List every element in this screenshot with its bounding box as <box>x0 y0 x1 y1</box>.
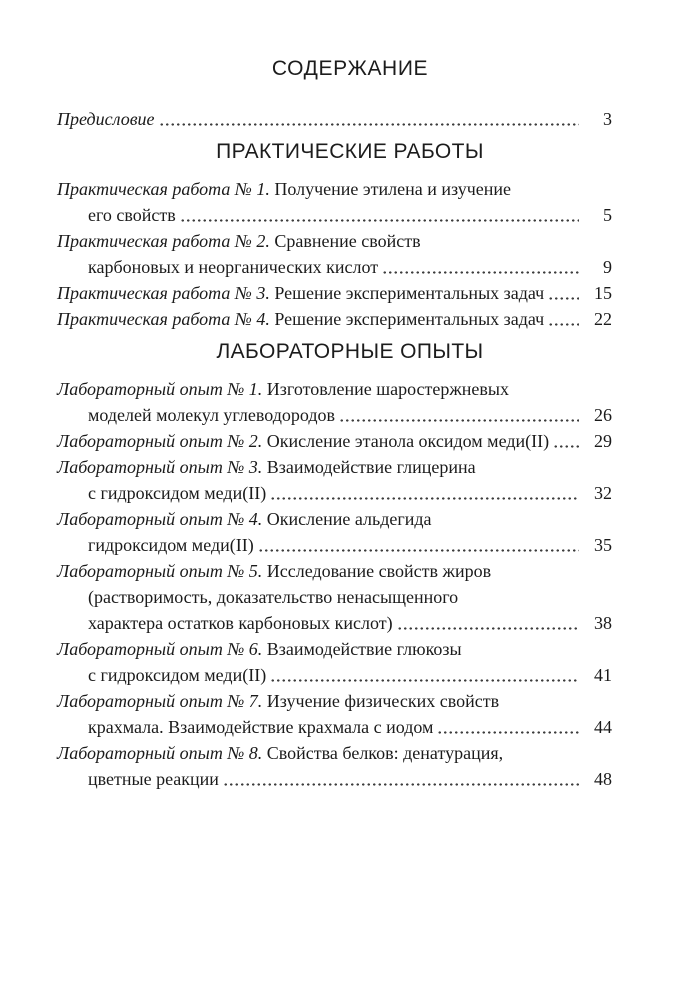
entry-label: Предисловие <box>57 109 155 129</box>
toc-entry <box>57 280 612 306</box>
dots-leader <box>223 779 579 786</box>
entry-line <box>57 428 612 454</box>
entry-line <box>57 532 612 558</box>
toc-entry <box>57 428 612 454</box>
entry-text: цветные реакции <box>88 769 219 789</box>
page-number: 22 <box>594 309 612 329</box>
entry-label: Лабораторный опыт № 7. <box>57 691 263 711</box>
dots-leader <box>258 545 579 552</box>
entry-line <box>57 558 612 584</box>
entry-text: Лабораторный опыт № 8. Свойства белков: денатурация, <box>57 743 504 763</box>
dots-leader <box>270 675 579 682</box>
entry-label: Практическая работа № 2. <box>57 231 270 251</box>
page-number: 9 <box>603 257 612 277</box>
dots-leader <box>339 415 579 422</box>
entry-line <box>57 688 612 714</box>
entry-label: Лабораторный опыт № 5. <box>57 561 263 581</box>
entry-text: Лабораторный опыт № 1. Изготовление шаростержневых <box>57 379 510 399</box>
entry-text: его свойств <box>88 205 176 225</box>
dots-leader <box>437 727 579 734</box>
section-heading: ЛАБОРАТОРНЫЕ ОПЫТЫ <box>216 340 484 363</box>
dots-leader <box>180 215 579 222</box>
entry-text: карбоновых и неорганических кислот <box>88 257 379 277</box>
entry-line <box>57 254 612 280</box>
toc-section-list <box>57 176 612 332</box>
entry-line <box>57 202 612 228</box>
entry-line <box>57 376 612 402</box>
entry-text: характера остатков карбоновых кислот) <box>88 613 393 633</box>
entry-text: Лабораторный опыт № 2. Окисление этанола оксидом меди(II) <box>57 431 550 451</box>
entry-line <box>57 306 612 332</box>
entry-text: (растворимость, доказательство ненасыщенного <box>88 587 459 607</box>
page-number: 5 <box>603 205 612 225</box>
entry-text: Лабораторный опыт № 7. Изучение физических свойств <box>57 691 500 711</box>
page-number: 3 <box>603 109 612 129</box>
toc-entry <box>57 306 612 332</box>
entry-text <box>57 106 155 132</box>
dots-leader <box>382 267 579 274</box>
dots-leader <box>548 319 579 326</box>
entry-line <box>57 662 612 688</box>
toc-entry <box>57 176 612 228</box>
entry-line <box>57 176 612 202</box>
entry-line <box>57 480 612 506</box>
entry-text: Лабораторный опыт № 3. Взаимодействие глицерина <box>57 457 476 477</box>
preface-block <box>57 106 612 132</box>
entry-label: Практическая работа № 4. <box>57 309 270 329</box>
entry-line <box>57 402 612 428</box>
entry-text: Практическая работа № 1. Получение этилена и изучение <box>57 179 512 199</box>
entry-text: моделей молекул углеводородов <box>88 405 336 425</box>
toc-entry <box>57 376 612 428</box>
entry-text: Лабораторный опыт № 4. Окисление альдегида <box>57 509 432 529</box>
entry-line <box>57 766 612 792</box>
entry-label: Лабораторный опыт № 3. <box>57 457 263 477</box>
entry-text: Лабораторный опыт № 6. Взаимодействие глюкозы <box>57 639 462 659</box>
toc-entry <box>57 506 612 558</box>
dots-leader <box>270 493 579 500</box>
dots-leader <box>548 293 579 300</box>
entry-text: гидроксидом меди(II) <box>88 535 254 555</box>
entry-label: Лабораторный опыт № 1. <box>57 379 263 399</box>
entry-line <box>57 740 612 766</box>
entry-line <box>57 636 612 662</box>
dots-leader <box>159 119 579 126</box>
toc-section-list <box>57 376 612 792</box>
entry-label: Лабораторный опыт № 2. <box>57 431 263 451</box>
toc-entry <box>57 106 612 132</box>
entry-text: Лабораторный опыт № 5. Исследование свойств жиров <box>57 561 492 581</box>
entry-text: с гидроксидом меди(II) <box>88 483 267 503</box>
page-number: 29 <box>594 431 612 451</box>
page-number: 15 <box>594 283 612 303</box>
dots-leader <box>397 623 579 630</box>
entry-label: Практическая работа № 3. <box>57 283 270 303</box>
toc-sections <box>0 140 700 792</box>
toc-entry <box>57 636 612 688</box>
entry-label: Лабораторный опыт № 8. <box>57 743 263 763</box>
page-number: 41 <box>594 665 612 685</box>
toc-entry <box>57 558 612 636</box>
toc-entry <box>57 740 612 792</box>
page-number: 35 <box>594 535 612 555</box>
section-heading: ПРАКТИЧЕСКИЕ РАБОТЫ <box>216 140 484 163</box>
toc-entry <box>57 688 612 740</box>
entry-line <box>57 280 612 306</box>
entry-label: Лабораторный опыт № 4. <box>57 509 263 529</box>
page-number: 26 <box>594 405 612 425</box>
entry-text: Практическая работа № 2. Сравнение свойств <box>57 231 421 251</box>
toc-entry <box>57 454 612 506</box>
entry-line <box>57 610 612 636</box>
entry-line <box>57 228 612 254</box>
page-number: 38 <box>594 613 612 633</box>
entry-line <box>57 584 612 610</box>
entry-text: крахмала. Взаимодействие крахмала с иодом <box>88 717 434 737</box>
entry-label: Лабораторный опыт № 6. <box>57 639 263 659</box>
entry-text: Практическая работа № 3. Решение экспериментальных задач <box>57 283 545 303</box>
entry-text: Практическая работа № 4. Решение экспериментальных задач <box>57 309 545 329</box>
dots-leader <box>553 441 579 448</box>
page-title: СОДЕРЖАНИЕ <box>271 57 429 80</box>
entry-line <box>57 506 612 532</box>
entry-line <box>57 714 612 740</box>
page-number: 48 <box>594 769 612 789</box>
page-number: 32 <box>594 483 612 503</box>
entry-label: Практическая работа № 1. <box>57 179 270 199</box>
entry-line <box>57 454 612 480</box>
entry-text: с гидроксидом меди(II) <box>88 665 267 685</box>
page-number: 44 <box>594 717 612 737</box>
toc-entry <box>57 228 612 280</box>
